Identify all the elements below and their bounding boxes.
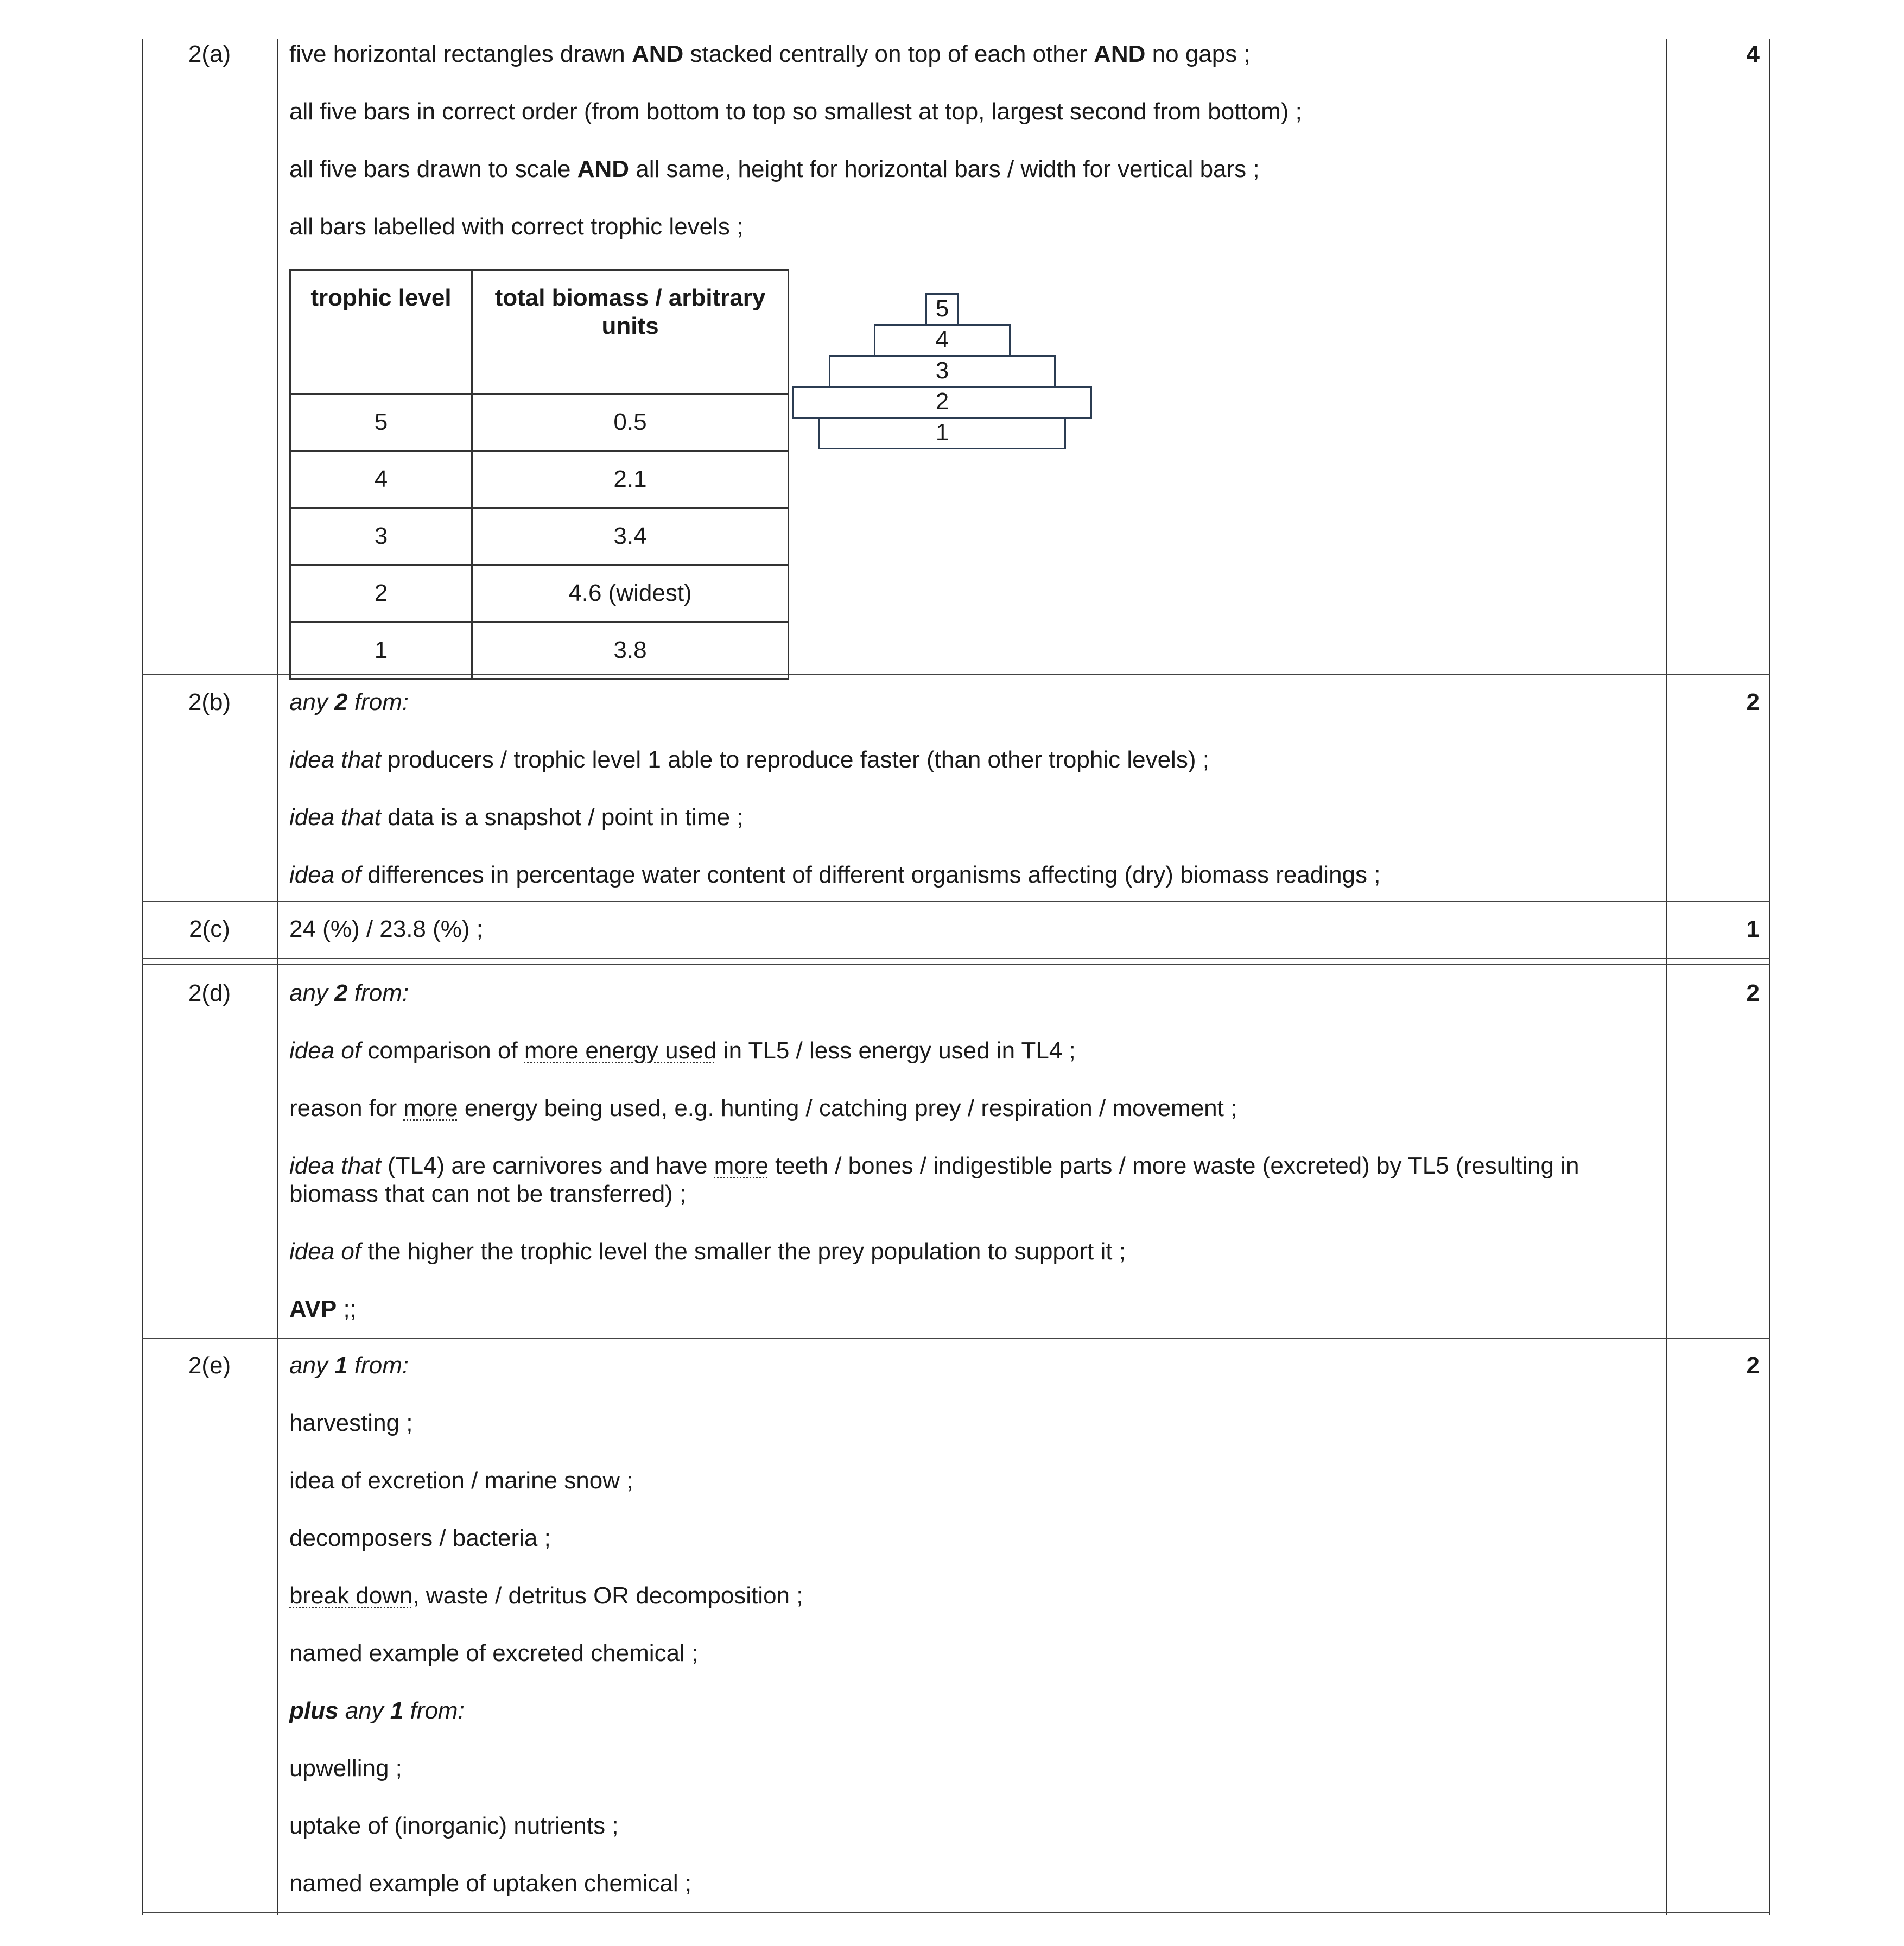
answer-line: named example of uptaken chemical ;	[289, 1870, 692, 1897]
answer-2a	[289, 40, 1641, 241]
table-header: trophic level	[290, 270, 472, 394]
table-cell: 2	[290, 565, 472, 622]
pyramid-bar-level-5: 5	[925, 293, 959, 326]
answer-line: idea of differences in percentage water content of different organisms affecting (dry) biomass readings ;	[289, 861, 1381, 888]
answer-line: upwelling ;	[289, 1755, 402, 1782]
answer-line: any 2 from:	[289, 980, 409, 1006]
answer-line: uptake of (inorganic) nutrients ;	[289, 1812, 619, 1839]
marks: 2	[1746, 980, 1760, 1006]
answer-line: decomposers / bacteria ;	[289, 1525, 551, 1551]
row-divider	[142, 1338, 1770, 1339]
row-divider	[142, 958, 1770, 959]
table-row	[290, 451, 789, 508]
answer-line: idea of excretion / marine snow ;	[289, 1467, 633, 1494]
question-number: 2(c)	[189, 916, 230, 942]
answer-line: plus any 1 from:	[289, 1697, 465, 1724]
pyramid-bar-level-2: 2	[792, 386, 1092, 419]
answer-2b	[289, 688, 1641, 889]
marks: 2	[1746, 1352, 1760, 1379]
answer-line: any 1 from:	[289, 1352, 409, 1379]
question-number: 2(a)	[188, 41, 231, 67]
answer-line: named example of excreted chemical ;	[289, 1640, 699, 1666]
answer-line: any 2 from:	[289, 689, 409, 715]
table-cell: 1	[290, 622, 472, 679]
pyramid-bar-level-3: 3	[829, 355, 1056, 388]
table-row	[290, 565, 789, 622]
table-cell: 4	[290, 451, 472, 508]
answer-2d	[289, 979, 1641, 1323]
table-cell: 3.4	[472, 508, 789, 565]
answer-line: idea that data is a snapshot / point in time ;	[289, 804, 744, 831]
table-cell: 5	[290, 394, 472, 451]
answer-line: break down, waste / detritus OR decomposition ;	[289, 1582, 803, 1609]
answer-line: idea of comparison of more energy used in TL5 / less energy used in TL4 ;	[289, 1037, 1076, 1064]
answer-line: idea of the higher the trophic level the smaller the prey population to support it ;	[289, 1238, 1126, 1265]
biomass-table	[289, 269, 789, 680]
row-divider	[142, 901, 1770, 902]
table-row	[290, 508, 789, 565]
table-header: total biomass / arbitrary units	[472, 270, 789, 394]
table-header-row	[290, 270, 789, 394]
answer-2e	[289, 1352, 1641, 1898]
table-row	[290, 394, 789, 451]
table-cell: 3	[290, 508, 472, 565]
table-cell: 0.5	[472, 394, 789, 451]
table-cell: 3.8	[472, 622, 789, 679]
table-row	[290, 622, 789, 679]
answer-line: all bars labelled with correct trophic levels ;	[289, 213, 744, 240]
row-divider	[142, 964, 1770, 965]
row-divider	[142, 1912, 1770, 1913]
marks: 4	[1746, 41, 1760, 67]
marks: 2	[1746, 689, 1760, 715]
table-cell: 2.1	[472, 451, 789, 508]
answer-line: five horizontal rectangles drawn AND stacked centrally on top of each other AND no gaps ;	[289, 41, 1251, 67]
answer-line: harvesting ;	[289, 1410, 413, 1436]
answer-line: all five bars in correct order (from bottom to top so smallest at top, largest second from bottom) ;	[289, 98, 1302, 125]
answer-line: 24 (%) / 23.8 (%) ;	[289, 916, 484, 942]
question-number: 2(d)	[188, 980, 231, 1006]
pyramid-bar-level-1: 1	[818, 417, 1066, 449]
table-cell: 4.6 (widest)	[472, 565, 789, 622]
pyramid-bar-level-4: 4	[874, 324, 1011, 357]
marks: 1	[1746, 916, 1760, 942]
answer-line: idea that (TL4) are carnivores and have more teeth / bones / indigestible parts / more waste (excreted) by TL5 (resulting in biomass that can not be transferred) ;	[289, 1152, 1579, 1207]
answer-line: reason for more energy being used, e.g. hunting / catching prey / respiration / movement ;	[289, 1095, 1237, 1121]
question-number: 2(e)	[188, 1352, 231, 1379]
answer-line: all five bars drawn to scale AND all same, height for horizontal bars / width for vertical bars ;	[289, 156, 1260, 182]
question-number: 2(b)	[188, 689, 231, 715]
answer-line: idea that producers / trophic level 1 able to reproduce faster (than other trophic levels) ;	[289, 746, 1209, 773]
answer-line: AVP ;;	[289, 1296, 357, 1322]
answer-2c	[289, 915, 1641, 943]
